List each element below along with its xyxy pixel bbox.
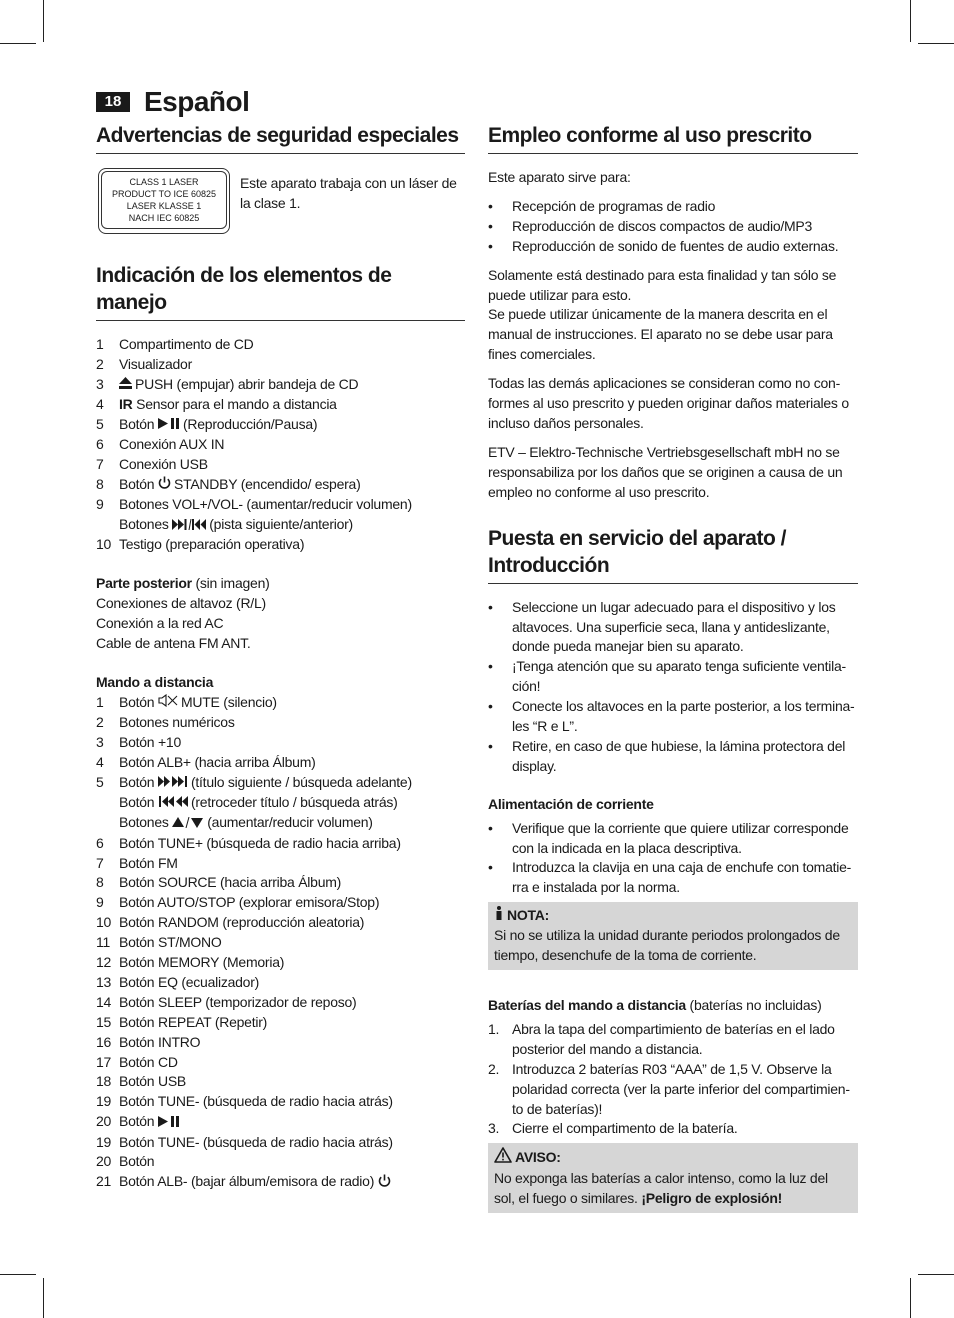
list-item: • Reproducción de sonido de fuentes de audio externas. [488, 237, 858, 257]
note-box [488, 902, 858, 970]
list-item: 6 Conexión AUX IN [96, 436, 225, 453]
play-pause-icon [158, 1113, 180, 1133]
remote-heading: Mando a distancia [96, 673, 214, 690]
list-item: 15 Botón REPEAT (Repetir) [96, 1013, 268, 1030]
skip-next-prev-icon [172, 516, 206, 536]
list-item: 4 Botón ALB+ (hacia arriba Álbum) [96, 753, 316, 770]
list-item: Botones (aumentar/reducir volumen) [96, 813, 465, 833]
laser-section [96, 168, 465, 234]
list-item: Botones (pista siguiente/anterior) [96, 515, 465, 535]
list-item: 8 Botón STANDBY (encendido/ espera) [96, 475, 465, 495]
list-item: • Conecte los altavoces en la parte posterior, a los termina-les “R e L”. [488, 697, 858, 737]
list-item: 2 Visualizador [96, 355, 193, 372]
warning-text: No exponga las baterías a calor intenso, como la luz del sol, el fuego o similares. ¡Peligro de explosión! [494, 1170, 828, 1207]
warning-title: AVISO: [494, 1147, 852, 1169]
list-item: 20 Botón [96, 1112, 465, 1132]
power-icon [158, 475, 171, 495]
list-item: 6 Botón TUNE+ (búsqueda de radio hacia arriba) [96, 834, 401, 851]
list-item: 2 Botones numéricos [96, 714, 235, 731]
crop-mark [0, 43, 36, 44]
list-item: 19 Botón TUNE- (búsqueda de radio hacia atrás) [96, 1093, 393, 1110]
controls-heading: Indicación de los elementos de manejo [96, 262, 465, 321]
list-item: 8 Botón SOURCE (hacia arriba Álbum) [96, 874, 342, 891]
list-item: • Recepción de programas de radio [488, 197, 858, 217]
crop-mark [918, 43, 954, 44]
list-item: 16 Botón INTRO [96, 1033, 201, 1050]
list-item: 9 Botones VOL+/VOL- (aumentar/reducir volumen) [96, 496, 412, 513]
safety-heading: Advertencias de seguridad especiales [96, 122, 465, 154]
info-icon [494, 906, 504, 926]
list-item: 7 Conexión USB [96, 456, 208, 473]
list-item: 5 Botón (Reproducción/Pausa) [96, 415, 465, 435]
use-paragraph: Solamente está destinado para esta finalidad y tan sólo se puede utilizar para esto. [488, 266, 837, 303]
list-item: • Introduzca la clavija en una caja de enchufe con tomatie-rra e instalada por la norma. [488, 858, 858, 898]
list-item: 5 Botón (título siguiente / búsqueda adelante) [96, 773, 465, 793]
list-item: 14 Botón SLEEP (temporizador de reposo) [96, 993, 357, 1010]
power-heading: Alimentación de corriente [488, 795, 654, 812]
setup-list [488, 598, 858, 777]
rear-item: Conexiones de altavoz (R/L) [96, 595, 266, 612]
list-item: 11 Botón ST/MONO [96, 934, 222, 951]
crop-mark [910, 1278, 911, 1318]
list-item: 1 Compartimento de CD [96, 336, 254, 352]
crop-mark [43, 0, 44, 42]
list-item: 3 Botón +10 [96, 734, 181, 751]
list-item: 3. Cierre el compartimento de la batería. [488, 1120, 738, 1137]
previous-track-icon [158, 793, 188, 813]
use-paragraph: Todas las demás aplicaciones se consideran como no con-formes al uso prescrito y pueden originar daños materiales o incluso daños personales. [488, 375, 849, 431]
list-item: 17 Botón CD [96, 1053, 178, 1070]
use-heading: Empleo conforme al uso prescrito [488, 122, 858, 154]
rear-panel-heading: Parte posterior (sin imagen) [96, 575, 270, 592]
list-item: 10 Botón RANDOM (reproducción aleatoria) [96, 914, 365, 931]
list-item: • Verifique que la corriente que quiere utilizar corresponde con la indicada en la placa descriptiva. [488, 819, 858, 859]
play-pause-icon [158, 415, 180, 435]
crop-mark [918, 1274, 954, 1275]
eject-icon [119, 375, 132, 395]
page-header [96, 86, 249, 118]
use-paragraph: Se puede utilizar únicamente de la manera descrita en el manual de instrucciones. El aparato no se debe usar para fines comerciales. [488, 306, 833, 363]
list-item: 10 Testigo (preparación operativa) [96, 536, 305, 553]
page-title: Español [144, 86, 250, 117]
crop-mark [910, 0, 911, 42]
rear-item: Conexión a la red AC [96, 615, 224, 632]
use-list [488, 197, 858, 257]
power-icon [378, 1173, 391, 1193]
warning-box [488, 1143, 858, 1213]
note-title: NOTA: [494, 906, 852, 926]
list-item: 2. Introduzca 2 baterías R03 “AAA” de 1,5 V. Observe la polaridad correcta (ver la parte inferior del compartimien-to de baterías)! [488, 1060, 850, 1117]
warning-triangle-icon [494, 1147, 512, 1169]
rear-item: Cable de antena FM ANT. [96, 635, 251, 652]
list-item: 12 Botón MEMORY (Memoria) [96, 954, 285, 971]
list-item: • ¡Tenga atención que su aparato tenga suficiente ventila-ción! [488, 657, 858, 697]
page-number: 18 [96, 92, 130, 112]
right-column [488, 122, 858, 1225]
setup-heading: Puesta en servicio del aparato / Introducción [488, 525, 858, 584]
crop-mark [43, 1278, 44, 1318]
laser-label-line: NACH IEC 60825 [128, 213, 200, 223]
list-item: 1 Botón MUTE (silencio) [96, 693, 465, 713]
list-item: 19 Botón TUNE- (búsqueda de radio hacia atrás) [96, 1133, 393, 1150]
controls-list [96, 335, 465, 555]
list-item: • Reproducción de discos compactos de audio/MP3 [488, 217, 858, 237]
list-item: 13 Botón EQ (ecualizador) [96, 973, 260, 990]
power-list [488, 819, 858, 899]
use-intro: Este aparato sirve para: [488, 169, 631, 185]
use-paragraph: ETV – Elektro-Technische Vertriebsgesellschaft mbH no se responsabiliza por los daños que se originen a causa de un empleo no conforme al uso prescrito. [488, 443, 843, 500]
list-item: 21 Botón ALB- (bajar álbum/emisora de radio) [96, 1172, 465, 1192]
remote-list [96, 693, 465, 1193]
left-column [96, 122, 465, 1193]
laser-text: Este aparato trabaja con un láser de la clase 1. [240, 175, 457, 211]
batteries-steps [488, 1020, 858, 1139]
laser-class-label [98, 168, 230, 234]
list-item: 9 Botón AUTO/STOP (explorar emisora/Stop) [96, 894, 380, 911]
volume-up-down-icon [172, 814, 204, 834]
list-item: 4 IR Sensor para el mando a distancia [96, 396, 337, 413]
note-text: Si no se utiliza la unidad durante periodos prolongados de tiempo, desenchufe de la toma de corriente. [494, 927, 840, 964]
list-item: 18 Botón USB [96, 1073, 187, 1090]
list-item: • Retire, en caso de que hubiese, la lámina protectora del display. [488, 737, 858, 777]
list-item: • Seleccione un lugar adecuado para el dispositivo y los altavoces. Una superficie seca, llana y antideslizante, donde pueda manejar bien su aparato. [488, 598, 858, 658]
mute-icon [158, 693, 178, 713]
list-item: 7 Botón FM [96, 854, 178, 871]
batteries-heading: Baterías del mando a distancia (baterías no incluidas) [488, 997, 822, 1013]
laser-label-line: LASER KLASSE 1 [126, 201, 202, 211]
crop-mark [0, 1274, 36, 1275]
laser-label-line: CLASS 1 LASER [129, 177, 199, 187]
laser-label-line: PRODUCT TO ICE 60825 [111, 189, 217, 199]
list-item: 3 PUSH (empujar) abrir bandeja de CD [96, 375, 465, 395]
list-item: Botón (retroceder título / búsqueda atrás) [96, 793, 465, 813]
next-track-icon [158, 773, 188, 793]
list-item: 20 Botón [96, 1153, 155, 1170]
list-item: 1. Abra la tapa del compartimiento de baterías en el lado posterior del mando a distancia. [488, 1020, 835, 1057]
